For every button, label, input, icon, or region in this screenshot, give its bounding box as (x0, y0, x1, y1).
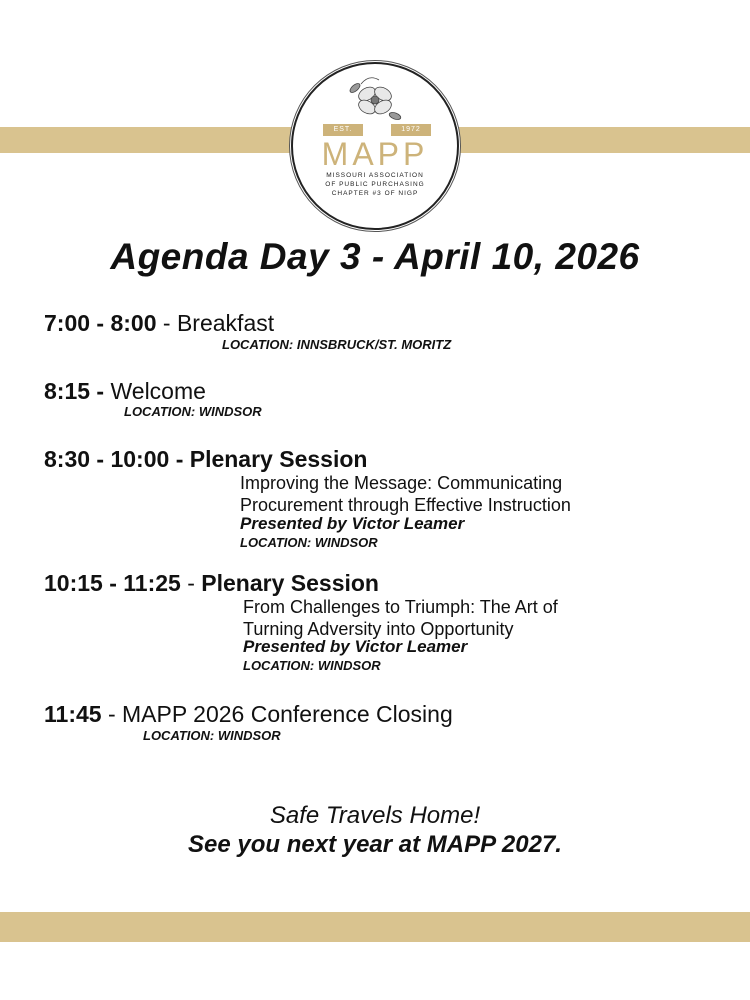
session-description-line-2: Procurement through Effective Instruction (240, 495, 571, 515)
logo-subtitle-3: CHAPTER #3 OF NIGP (331, 190, 419, 197)
agenda-separator: - (180, 570, 202, 596)
agenda-time: 8:15 - (44, 378, 105, 404)
agenda-time: 11:45 (44, 701, 102, 727)
agenda-location: LOCATION: INNSBRUCK/ST. MORITZ (222, 337, 452, 352)
agenda-event: Breakfast (176, 310, 275, 336)
agenda-location: LOCATION: WINDSOR (124, 404, 262, 419)
agenda-separator: - (101, 701, 123, 727)
bottom-gold-band (0, 912, 750, 942)
agenda-event: Welcome (110, 378, 206, 404)
agenda-item-plenary-1 (44, 446, 367, 473)
logo-year-label: 1972 (391, 124, 431, 136)
agenda-location: LOCATION: WINDSOR (240, 535, 378, 550)
agenda-time: 7:00 - 8:00 (44, 310, 157, 336)
agenda-location: LOCATION: WINDSOR (143, 728, 281, 743)
agenda-event: Plenary Session (201, 570, 379, 596)
session-description-line-2: Turning Adversity into Opportunity (243, 619, 514, 639)
agenda-item-plenary-2 (44, 570, 379, 597)
agenda-item-breakfast (44, 310, 274, 337)
session-presenter: Presented by Victor Leamer (240, 514, 465, 533)
agenda-time: 10:15 - 11:25 (44, 570, 181, 596)
mapp-logo (291, 62, 459, 230)
page-title: Agenda Day 3 - April 10, 2026 (110, 236, 640, 277)
session-presenter: Presented by Victor Leamer (243, 637, 468, 656)
logo-brand: MAPP (321, 136, 429, 172)
logo-est-label: EST. (323, 124, 363, 136)
session-description-line-1: Improving the Message: Communicating (240, 473, 563, 493)
footer-farewell: Safe Travels Home! (269, 802, 481, 829)
session-description-line-1: From Challenges to Triumph: The Art of (243, 597, 558, 617)
agenda-event: MAPP 2026 Conference Closing (122, 701, 453, 727)
agenda-item-closing (44, 701, 453, 728)
agenda-location: LOCATION: WINDSOR (243, 658, 381, 673)
agenda-item-welcome (44, 378, 206, 405)
logo-subtitle-2: OF PUBLIC PURCHASING (325, 181, 425, 188)
agenda-time: 8:30 - 10:00 - Plenary Session (44, 446, 368, 472)
logo-subtitle-1: MISSOURI ASSOCIATION (326, 172, 424, 179)
footer-next-year: See you next year at MAPP 2027. (188, 831, 562, 858)
agenda-separator: - (156, 310, 177, 336)
